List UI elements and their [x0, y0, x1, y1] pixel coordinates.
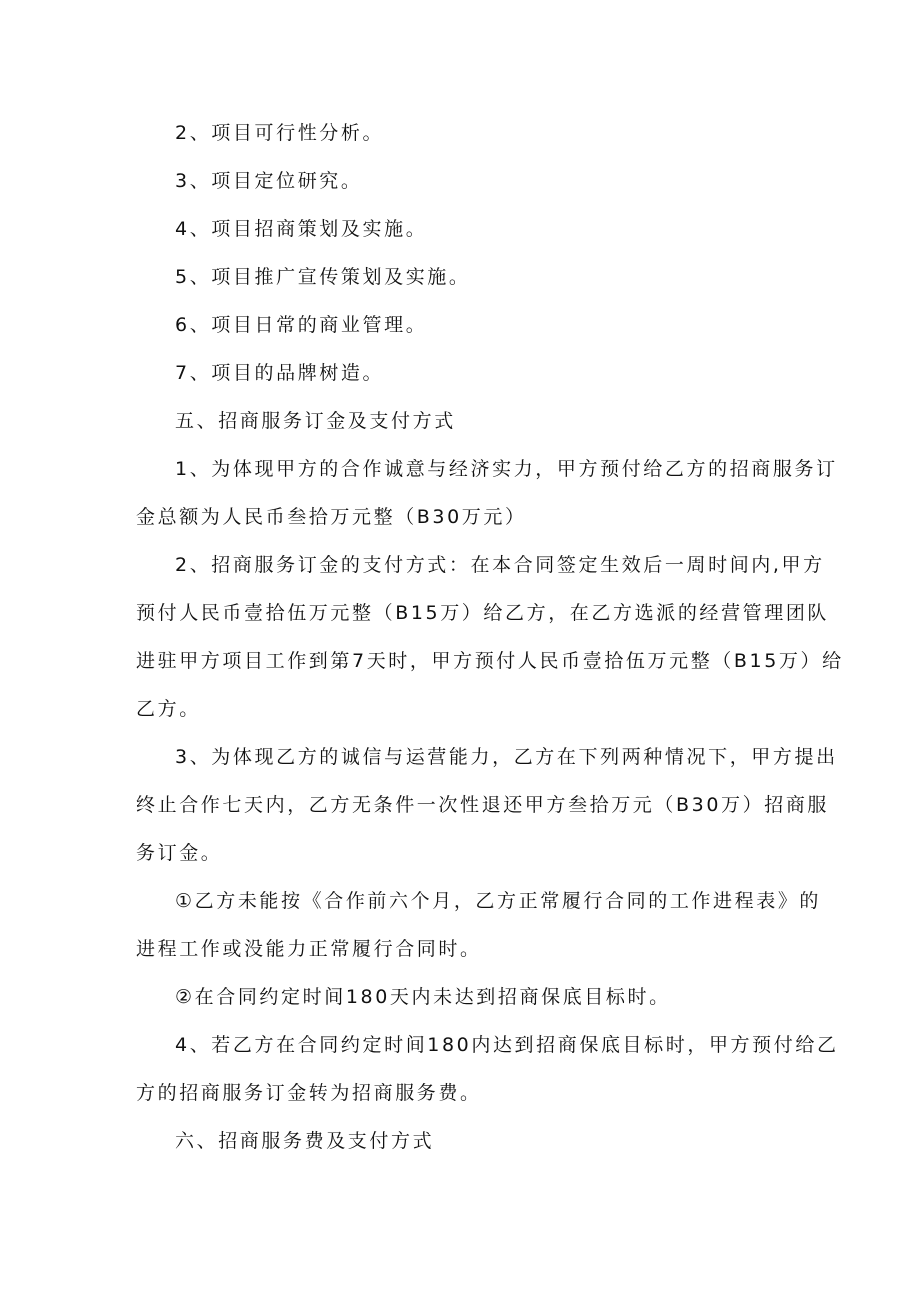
item-7-branding: 7、项目的品牌树造。 [175, 362, 385, 384]
clause-2-line-4: 乙方。 [136, 698, 201, 720]
item-5-promotion: 5、项目推广宣传策划及实施。 [175, 266, 471, 288]
clause-2-line-3: 进驻甲方项目工作到第7天时，甲方预付人民币壹拾伍万元整（B15万）给 [136, 650, 844, 672]
clause-2-line-1: 2、招商服务订金的支付方式：在本合同签定生效后一周时间内,甲方 [175, 554, 825, 576]
condition-1-line-1: ①乙方未能按《合作前六个月，乙方正常履行合同的工作进程表》的 [175, 890, 822, 912]
clause-3-line-2: 终止合作七天内，乙方无条件一次性退还甲方叁拾万元（B30万）招商服 [136, 794, 830, 816]
item-2-feasibility: 2、项目可行性分析。 [175, 122, 385, 144]
section-6-heading: 六、招商服务费及支付方式 [175, 1130, 435, 1152]
condition-2-line-1: ②在合同约定时间180天内未达到招商保底目标时。 [175, 986, 671, 1008]
clause-3-line-1: 3、为体现乙方的诚信与运营能力，乙方在下列两种情况下，甲方提出 [175, 746, 838, 768]
clause-4-line-2: 方的招商服务订金转为招商服务费。 [136, 1082, 482, 1104]
clause-1-line-2: 金总额为人民币叁拾万元整（B30万元） [136, 506, 527, 528]
section-5-heading: 五、招商服务订金及支付方式 [175, 410, 456, 432]
clause-3-line-3: 务订金。 [136, 842, 223, 864]
item-6-management: 6、项目日常的商业管理。 [175, 314, 428, 336]
item-4-leasing-plan: 4、项目招商策划及实施。 [175, 218, 428, 240]
item-3-positioning: 3、项目定位研究。 [175, 170, 363, 192]
condition-1-line-2: 进程工作或没能力正常履行合同时。 [136, 938, 482, 960]
clause-2-line-2: 预付人民币壹拾伍万元整（B15万）给乙方，在乙方选派的经营管理团队 [136, 602, 830, 624]
clause-1-line-1: 1、为体现甲方的合作诚意与经济实力，甲方预付给乙方的招商服务订 [175, 458, 838, 480]
clause-4-line-1: 4、若乙方在合同约定时间180内达到招商保底目标时，甲方预付给乙 [175, 1034, 839, 1056]
